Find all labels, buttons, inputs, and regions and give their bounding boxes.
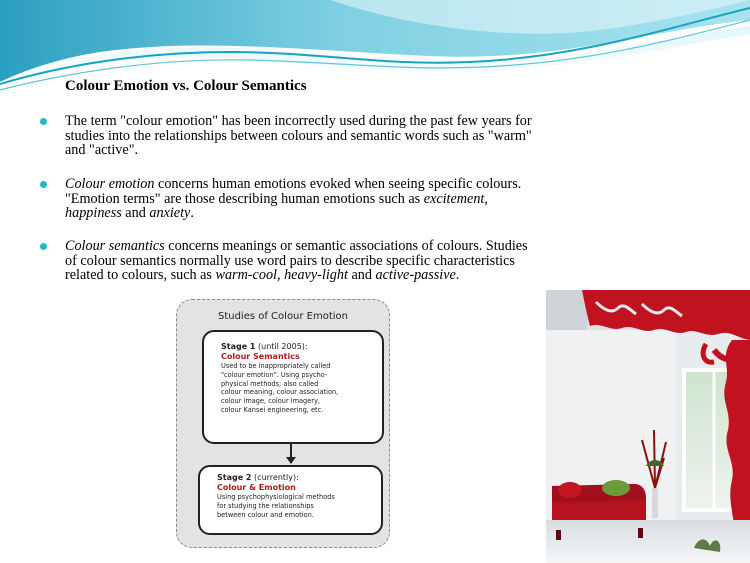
- bullet-text-segment: warm-cool, heavy-light: [215, 267, 348, 283]
- stage-2-line: Using psychophysiological methods: [217, 493, 335, 501]
- arrow-head-icon: [286, 457, 296, 464]
- slide-title: Colour Emotion vs. Colour Semantics: [65, 78, 307, 94]
- bullet-text: [65, 238, 528, 283]
- bullet-text-segment: excitement, happiness: [65, 190, 488, 221]
- arrow-down-icon: [290, 444, 292, 458]
- diagram-title: Studies of Colour Emotion: [217, 311, 349, 322]
- circle-bullet-icon: [40, 243, 47, 250]
- bullet-text-segment: .: [455, 267, 460, 283]
- stage-2-box: [198, 465, 383, 535]
- stage-2-name: Colour & Emotion: [217, 483, 296, 492]
- stage-1-heading: [221, 342, 372, 352]
- stage-1-line: colour Kansei engineering, etc.: [221, 405, 324, 414]
- bullet-text-segment: and: [121, 205, 150, 221]
- bullet-text-segment: anxiety: [149, 205, 191, 221]
- stage-2-period: (currently):: [254, 473, 299, 482]
- stage-1-line: Used to be inappropriately called: [221, 362, 331, 370]
- stage-2-label: Stage 2: [217, 473, 252, 482]
- stage-1-line: colour meaning, colour association,: [221, 388, 339, 397]
- bullet-item: [65, 114, 535, 158]
- stage-1-name: Colour Semantics: [221, 352, 300, 361]
- stage-1-box: [202, 330, 384, 444]
- stage-2-heading: [217, 473, 371, 483]
- circle-bullet-icon: [40, 118, 47, 125]
- bullet-text-segment: concerns meanings or semantic associations of colours. Studies of colour semantics normally use word pairs to describe specific characteristics related to colours, such as: [65, 238, 528, 283]
- stage-1-label: Stage 1: [221, 342, 256, 351]
- bullet-text: [65, 176, 521, 221]
- bullet-text: [65, 113, 532, 158]
- bullet-item: [65, 177, 535, 221]
- bullet-text-segment: active-passive: [375, 267, 456, 283]
- red-interior-photo: [546, 290, 750, 563]
- bullet-text-segment: Colour semantics: [65, 238, 165, 254]
- stage-1-line: colour image, colour imagery,: [221, 397, 320, 406]
- bullet-text-segment: .: [190, 205, 194, 221]
- bullet-item: [65, 239, 535, 283]
- stage-1-period: (until 2005):: [258, 342, 308, 351]
- colour-emotion-diagram: [171, 299, 395, 552]
- stage-2-line: between colour and emotion.: [217, 510, 314, 519]
- stage-1-line: physical methods; also called: [221, 379, 319, 388]
- bullet-text-segment: Colour emotion: [65, 176, 155, 192]
- stage-1-line: "colour emotion". Using psycho-: [221, 370, 328, 379]
- stage-2-line: for studying the relationships: [217, 501, 314, 510]
- diagram-frame: [176, 299, 390, 548]
- bullet-text-segment: concerns human emotions evoked when seeing specific colours. "Emotion terms" are those describing human emotions such as: [65, 176, 522, 207]
- circle-bullet-icon: [40, 181, 47, 188]
- bullet-text-segment: and: [347, 267, 376, 283]
- bullet-text-segment: The term "colour emotion" has been incorrectly used during the past few years for studies into the relationships between colours and semantic words such as "warm" and "active".: [65, 113, 532, 158]
